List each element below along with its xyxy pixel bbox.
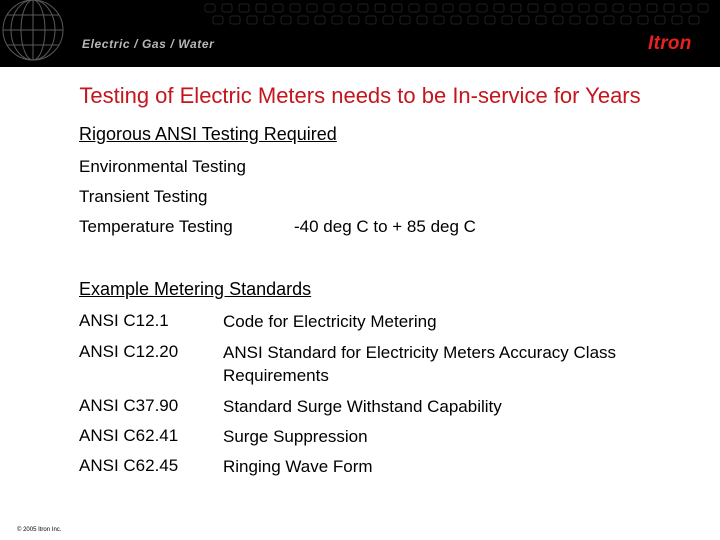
slide-title: Testing of Electric Meters needs to be In-service for Years bbox=[79, 83, 641, 108]
standard-code: ANSI C62.41 bbox=[79, 426, 179, 445]
item-temperature-testing: Temperature Testing bbox=[79, 217, 233, 236]
section-heading-ansi-testing: Rigorous ANSI Testing Required bbox=[79, 124, 337, 144]
item-environmental-testing: Environmental Testing bbox=[79, 157, 246, 176]
standard-code: ANSI C12.20 bbox=[79, 342, 179, 361]
section-heading-metering-standards: Example Metering Standards bbox=[79, 279, 312, 299]
banner-pattern bbox=[200, 0, 720, 30]
standard-code: ANSI C37.90 bbox=[79, 396, 179, 415]
globe-icon bbox=[0, 0, 80, 67]
standard-code: ANSI C62.45 bbox=[79, 456, 179, 475]
standard-description: Standard Surge Withstand Capability bbox=[223, 397, 502, 416]
standard-description: Surge Suppression bbox=[223, 427, 368, 446]
standard-description: ANSI Standard for Electricity Meters Accuracy Class Requirements bbox=[223, 343, 617, 385]
standard-code: ANSI C12.1 bbox=[79, 311, 169, 330]
standard-description: Ringing Wave Form bbox=[223, 457, 373, 476]
itron-logo: Itron bbox=[648, 33, 692, 54]
header-tagline: Electric / Gas / Water bbox=[82, 37, 215, 51]
header-banner bbox=[0, 0, 720, 67]
item-transient-testing: Transient Testing bbox=[79, 187, 208, 206]
temperature-range: -40 deg C to + 85 deg C bbox=[294, 217, 476, 236]
copyright-notice: © 2005 Itron Inc. bbox=[17, 527, 62, 533]
standard-description: Code for Electricity Metering bbox=[223, 312, 437, 331]
